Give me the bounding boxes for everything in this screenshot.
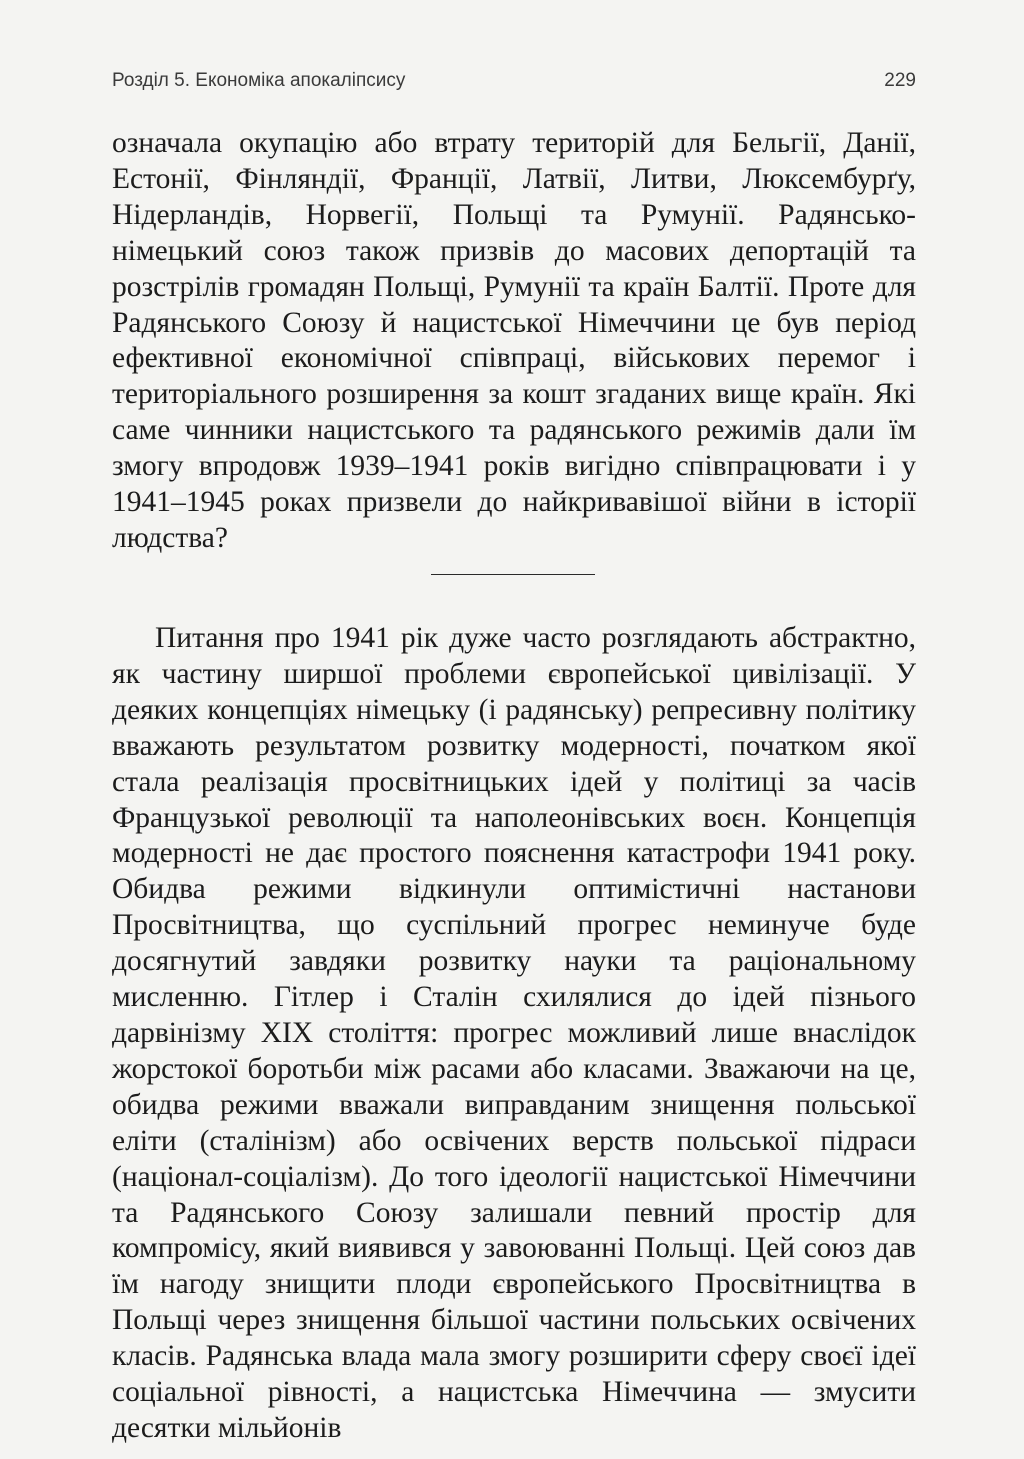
chapter-title: Розділ 5. Економіка апокаліпсису (112, 70, 406, 91)
page-number: 229 (884, 70, 916, 91)
running-head (112, 70, 916, 98)
body-text-bottom (112, 621, 916, 1447)
paragraph: Питання про 1941 рік дуже часто розглядають абстрактно, як частину ширшої проблеми європейської цивілізації. У деяких концепціях німецьку (і радянську) репресивну політику вважають результатом розвитку модерності, початком якої стала реалізація просвітницьких ідей у політиці за часів Французької революції та наполеонівських воєн. Концепція модерності не дає простого пояснення катастрофи 1941 року. Обидва режими відкинули оптимістичні настанови Просвітництва, що суспільний прогрес неминуче буде досягнутий завдяки розвитку науки та раціональному мисленню. Гітлер і Сталін схилялися до ідей пізнього дарвінізму XIX століття: прогрес можливий лише внаслідок жорстокої боротьби між расами або класами. Зважаючи на це, обидва режими вважали виправданим знищення польської еліти (сталінізм) або освічених верств польської підраси (націонал-соціалізм). До того ідеології нацистської Німеччини та Радянського Союзу залишали певний простір для компромісу, який виявився у завоюванні Польщі. Цей союз дав їм нагоду знищити плоди європейського Просвітництва в Польщі через знищення більшої частини польських освічених класів. Радянська влада мала змогу розширити сферу своєї ідеї соціальної рівності, а нацистська Німеччина — змусити десятки мільйонів (112, 622, 916, 1444)
section-divider (431, 574, 595, 575)
body-text-top (112, 126, 916, 557)
paragraph-continued: означала окупацію або втрату територій для Бельгії, Данії, Естонії, Фінляндії, Франції, Латвії, Литви, Люксембурґу, Нідерландів, Норвегії, Польщі та Румунії. Радянсько-німецький союз також призвів до масових депортацій та розстрілів громадян Польщі, Румунії та країн Балтії. Проте для Радянського Союзу й нацистської Німеччини це був період ефективної економічної співпраці, військових перемог і територіального розширення за кошт згаданих вище країн. Які саме чинники нацистського та радянського режимів дали їм змогу впродовж 1939–1941 років вигідно співпрацювати і у 1941–1945 роках призвели до найкривавішої війни в історії людства? (112, 127, 916, 554)
